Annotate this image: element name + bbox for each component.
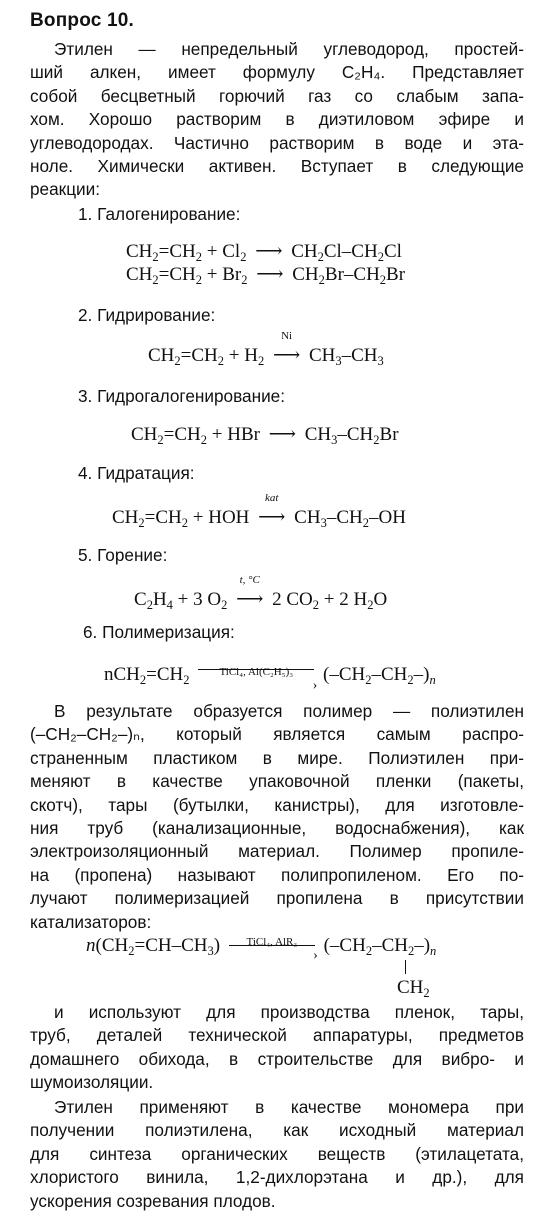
equation-polymerization-propylene: $n(CH_2=CH-CH_3)$ TiCl₄, AlR₃ › $(-CH_2-CH_2-)_n$	[86, 935, 437, 963]
text-line: (–CH₂–CH₂–)ₙ, который является самым распро-	[30, 724, 524, 745]
equation-hydrohalogenation: $CH_2=CH_2$ + HBr ⟶ $CH_3-CH_2Br$	[131, 424, 399, 447]
intro-paragraph	[30, 38, 524, 202]
text-line: и используют для производства пленок, тары,	[54, 1002, 524, 1022]
text-line: Этилен применяют в качестве мономера при	[54, 1097, 524, 1117]
text-line: шумоизоляции.	[30, 1072, 154, 1093]
text-line: собой бесцветный горючий газ со слабым запа-	[30, 85, 524, 106]
text-line: Этилен — непредельный углеводород, простей-	[54, 39, 524, 59]
reaction-label-hydrogenation: 2. Гидрирование:	[78, 305, 216, 325]
ethylene-usage-paragraph	[30, 1096, 524, 1213]
text-line: ший алкен, имеет формулу C₂H₄. Представляет	[30, 62, 524, 83]
text-line: катализаторов:	[30, 911, 152, 932]
text-line: хом. Хорошо растворим в диэтиловом эфире и	[30, 109, 524, 130]
text-line: меняют в качестве упаковочной пленки (пакеты,	[30, 771, 524, 792]
reaction-label-halogenation: 1. Галогенирование:	[78, 204, 241, 224]
reaction-arrow: t, °C ⟶	[236, 574, 264, 610]
catalyst-label: t, °C	[239, 574, 260, 586]
text-line: получении полиэтилена, как исходный материал	[30, 1120, 524, 1141]
reaction-arrow: ⟶	[256, 264, 284, 285]
text-line: на (пропена) называют полипропиленом. Его по-	[30, 864, 524, 885]
catalyst-label: kat	[265, 492, 279, 504]
equation-combustion: $C_2H_4 + 3$ $O_2$ t, °C ⟶ 2 $CO_2 + 2$ $H_2O$	[134, 574, 388, 612]
reaction-arrow: kat ⟶	[258, 492, 286, 528]
text-line: хлористого винила, 1,2-дихлорэтана и др.), для	[30, 1167, 524, 1188]
reaction-label-hydration: 4. Гидратация:	[78, 463, 195, 483]
text-line: ния труб (канализационные, водоснабжения), как	[30, 818, 524, 839]
equation-chlorination: $CH_2=CH_2 + Cl_2$ ⟶ $CH_2Cl-CH_2Cl$	[126, 241, 402, 264]
text-line: углеводородах. Частично растворим в воде и эта-	[30, 132, 524, 153]
text-line: В результате образуется полимер — полиэтилен	[54, 701, 524, 721]
text-line: ноле. Химически активен. Вступает в следующие	[30, 156, 524, 177]
text-line: страненным пластиком в мире. Полиэтилен при-	[30, 747, 524, 768]
polyethylene-paragraph	[30, 700, 524, 934]
catalyst-label: Ni	[281, 330, 293, 342]
equation-hydrogenation: $CH_2=CH_2 + H_2$ Ni ⟶ $CH_3-CH_3$	[148, 330, 384, 368]
reaction-label-hydrohalogenation: 3. Гидрогалогенирование:	[78, 386, 286, 406]
reaction-label-polymerization: 6. Полимеризация:	[83, 622, 235, 642]
branch-group: $CH_2$	[397, 977, 430, 1000]
text-line: лучают полимеризацией пропилена в присутствии	[30, 888, 524, 909]
text-line: реакции:	[30, 179, 101, 200]
equation-polymerization-ethylene: $nCH_2=CH_2$ TiCl₄, Al(C₂H₅)₃ › $(-CH_2-CH_2-)_n$	[104, 664, 436, 693]
reaction-arrow: Ni ⟶	[272, 330, 301, 366]
reaction-arrow: ⟶	[268, 424, 296, 445]
text-line: труб, деталей технической аппаратуры, предметов	[30, 1025, 524, 1046]
text-line: электроизоляционный материал. Полимер пропиле-	[30, 841, 524, 862]
reaction-label-combustion: 5. Горение:	[78, 545, 168, 565]
equation-hydration: $CH_2=CH_2$ + HOH kat ⟶ $CH_3-CH_2-OH$	[112, 492, 406, 530]
text-line: скотч), тары (бутылки, канистры), для изготовле-	[30, 794, 524, 815]
text-line: для синтеза органических веществ (этилацетата,	[30, 1143, 524, 1164]
question-heading: Вопрос 10.	[30, 10, 135, 31]
branch-bond	[405, 960, 406, 974]
text-line: ускорения созревания плодов.	[30, 1190, 276, 1211]
reaction-arrow: ⟶	[255, 241, 283, 262]
polypropylene-usage-paragraph	[30, 1001, 524, 1095]
text-line: домашнего обихода, в строительстве для вибро- и	[30, 1048, 524, 1069]
equation-bromination: $CH_2=CH_2 + Br_2$ ⟶ $CH_2Br-CH_2Br$	[126, 264, 406, 287]
catalyst-label: TiCl₄, Al(C₂H₅)₃	[219, 666, 294, 678]
catalyst-label: TiCl₄, AlR₃	[246, 936, 298, 948]
reaction-arrow: TiCl₄, AlR₃ ›	[229, 950, 315, 951]
